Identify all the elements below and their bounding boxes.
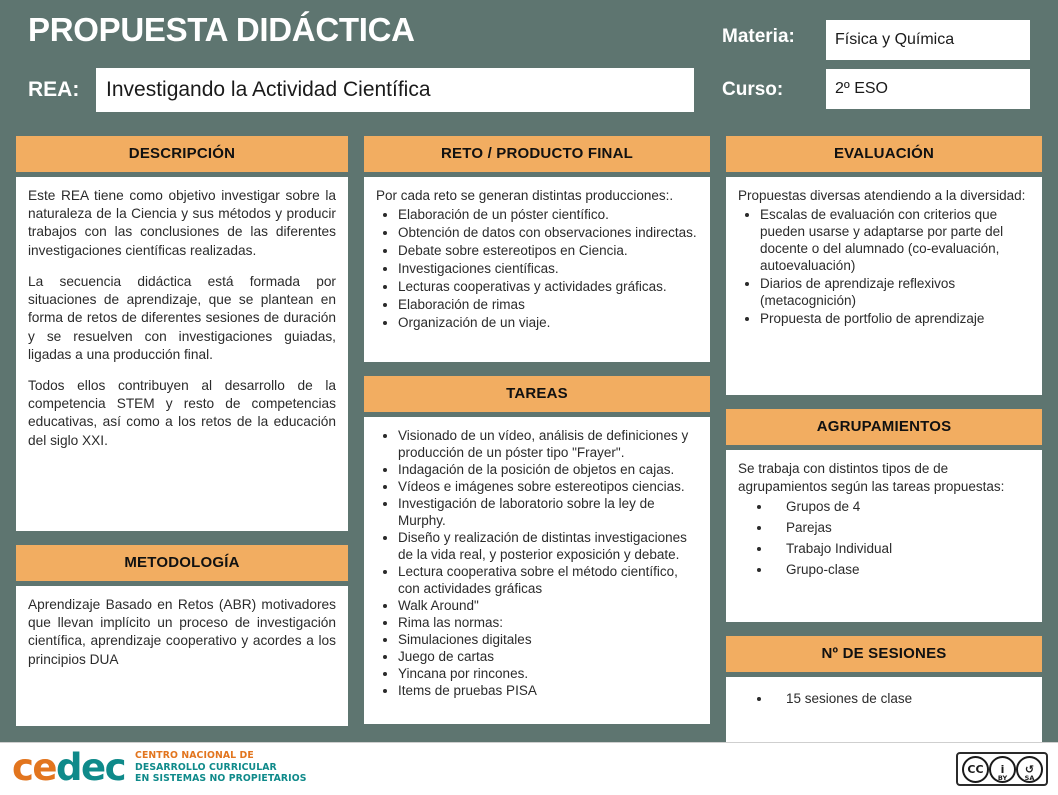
section-title-agrupamientos: AGRUPAMIENTOS: [726, 409, 1042, 445]
materia-label: Materia:: [722, 26, 795, 47]
cedec-logo-ce: ce: [12, 746, 57, 789]
spacer: [726, 622, 1042, 636]
cc-by-label: BY: [997, 773, 1008, 782]
descripcion-paragraph: Este REA tiene como objetivo investigar sobre la naturaleza de la Ciencia y sus métodos y producir trabajos con las conclusiones de las diferentes investigaciones científicas realizadas.: [28, 188, 336, 258]
reto-list: [376, 206, 698, 331]
section-title-evaluacion: EVALUACIÓN: [726, 136, 1042, 172]
curso-field[interactable]: [826, 69, 1030, 109]
section-title-tareas: TAREAS: [364, 376, 710, 412]
section-title-reto: RETO / PRODUCTO FINAL: [364, 136, 710, 172]
curso-label: Curso:: [722, 79, 784, 100]
page-footer: [0, 742, 1058, 795]
materia-field[interactable]: [826, 20, 1030, 60]
column-right: [718, 136, 1058, 772]
section-body-descripcion: [16, 177, 348, 531]
page-header: [0, 0, 1058, 120]
list-item: • Obtención de datos con observaciones indirectas.: [398, 224, 698, 241]
reto-lead: Por cada reto se generan distintas producciones:.: [376, 188, 674, 203]
section-body-tareas: [364, 417, 710, 724]
list-item: • Escalas de evaluación con criterios que pueden usarse y adaptarse por parte del docente o del alumnado (co-evaluación, autoevaluación): [760, 206, 1030, 274]
rea-field[interactable]: [96, 68, 694, 112]
evaluacion-lead: Propuestas diversas atendiendo a la diversidad:: [738, 188, 1026, 203]
evaluacion-list: [738, 206, 1030, 327]
list-item: • Elaboración de un póster científico.: [398, 206, 698, 223]
section-title-descripcion: DESCRIPCIÓN: [16, 136, 348, 172]
list-item: • Indagación de la posición de objetos en cajas.: [398, 461, 698, 478]
list-item: • Vídeos e imágenes sobre estereotipos ciencias.: [398, 478, 698, 495]
sesiones-list: [738, 689, 1030, 708]
cc-item-by: [989, 756, 1016, 783]
share-alike-icon: ↺: [1016, 756, 1043, 783]
section-body-reto: [364, 177, 710, 362]
tareas-list: [376, 427, 698, 699]
metodologia-paragraph: Aprendizaje Basado en Retos (ABR) motivadores que llevan implícito un proceso de investigación científica, aprendizaje cooperativo y acordes a los principios DUA: [28, 597, 336, 667]
descripcion-paragraph: Todos ellos contribuyen al desarrollo de la competencia STEM y resto de competencias educativas, así como a los retos de la educación del siglo XXI.: [28, 377, 336, 448]
list-item: • Walk Around": [398, 597, 698, 614]
curso-value: 2º ESO: [835, 80, 888, 97]
list-item: • Grupos de 4: [772, 497, 1030, 516]
rea-value: Investigando la Actividad Científica: [106, 78, 431, 101]
cedec-logo-dec: dec: [56, 746, 126, 789]
list-item: • Elaboración de rimas: [398, 296, 698, 313]
list-item: • Debate sobre estereotipos en Ciencia.: [398, 242, 698, 259]
list-item: • Juego de cartas: [398, 648, 698, 665]
list-item: • Investigación de laboratorio sobre la ley de Murphy.: [398, 495, 698, 529]
list-item: • Lectura cooperativa sobre el método científico, con actividades gráficas: [398, 563, 698, 597]
column-left: [0, 136, 356, 772]
list-item: • Lecturas cooperativas y actividades gráficas.: [398, 278, 698, 295]
section-title-sesiones: Nº DE SESIONES: [726, 636, 1042, 672]
list-item: • Simulaciones digitales: [398, 631, 698, 648]
content-columns: [0, 136, 1058, 772]
cc-sa-label: SA: [1024, 773, 1035, 782]
cc-item-cc: [962, 756, 989, 783]
cedec-tagline: [135, 750, 306, 786]
list-item: • Rima las normas:: [398, 614, 698, 631]
list-item: • Parejas: [772, 518, 1030, 537]
spacer: [726, 395, 1042, 409]
tagline-line-1: CENTRO NACIONAL DE: [135, 749, 254, 761]
cc-item-sa: [1016, 756, 1043, 783]
tagline-line-3: EN SISTEMAS NO PROPIETARIOS: [135, 773, 307, 785]
creative-commons-badge[interactable]: [956, 752, 1048, 786]
list-item: • Trabajo Individual: [772, 539, 1030, 558]
list-item: • Investigaciones científicas.: [398, 260, 698, 277]
spacer: [16, 531, 348, 545]
list-item: • Yincana por rincones.: [398, 665, 698, 682]
section-descripcion: [16, 136, 348, 531]
section-metodologia: [16, 545, 348, 726]
cedec-wordmark: [12, 746, 126, 789]
column-middle: [356, 136, 718, 772]
attribution-icon: i: [989, 756, 1016, 783]
list-item: • Propuesta de portfolio de aprendizaje: [760, 310, 1030, 327]
cedec-logo: [12, 746, 307, 789]
section-evaluacion: [726, 136, 1042, 395]
list-item: • Diarios de aprendizaje reflexivos (metacognición): [760, 275, 1030, 309]
list-item: • 15 sesiones de clase: [772, 689, 1030, 708]
materia-value: Física y Química: [835, 31, 955, 48]
tagline-line-2: DESARROLLO CURRICULAR: [135, 761, 277, 773]
section-body-evaluacion: [726, 177, 1042, 395]
descripcion-paragraph: La secuencia didáctica está formada por situaciones de aprendizaje, que se plantean en forma de retos de diferentes sesiones de duración y se resuelven con investigaciones guiadas, ligadas a una producción final.: [28, 273, 336, 362]
list-item: • Items de pruebas PISA: [398, 682, 698, 699]
section-title-metodologia: METODOLOGÍA: [16, 545, 348, 581]
agrupamientos-lead: Se trabaja con distintos tipos de de agrupamientos según las tareas propuestas:: [738, 461, 1005, 494]
rea-label: REA:: [28, 78, 80, 101]
section-tareas: [364, 376, 710, 724]
page-title: PROPUESTA DIDÁCTICA: [28, 11, 415, 48]
section-agrupamientos: [726, 409, 1042, 622]
section-reto: [364, 136, 710, 362]
creative-commons-icon: CC: [962, 756, 989, 783]
list-item: • Organización de un viaje.: [398, 314, 698, 331]
spacer: [364, 362, 710, 376]
list-item: • Visionado de un vídeo, análisis de definiciones y producción de un póster tipo "Frayer".: [398, 427, 698, 461]
agrupamientos-list: [738, 497, 1030, 579]
section-body-agrupamientos: [726, 450, 1042, 622]
section-body-metodologia: [16, 586, 348, 726]
list-item: • Diseño y realización de distintas investigaciones de la vida real, y posterior exposición y debate.: [398, 529, 698, 563]
list-item: • Grupo-clase: [772, 560, 1030, 579]
